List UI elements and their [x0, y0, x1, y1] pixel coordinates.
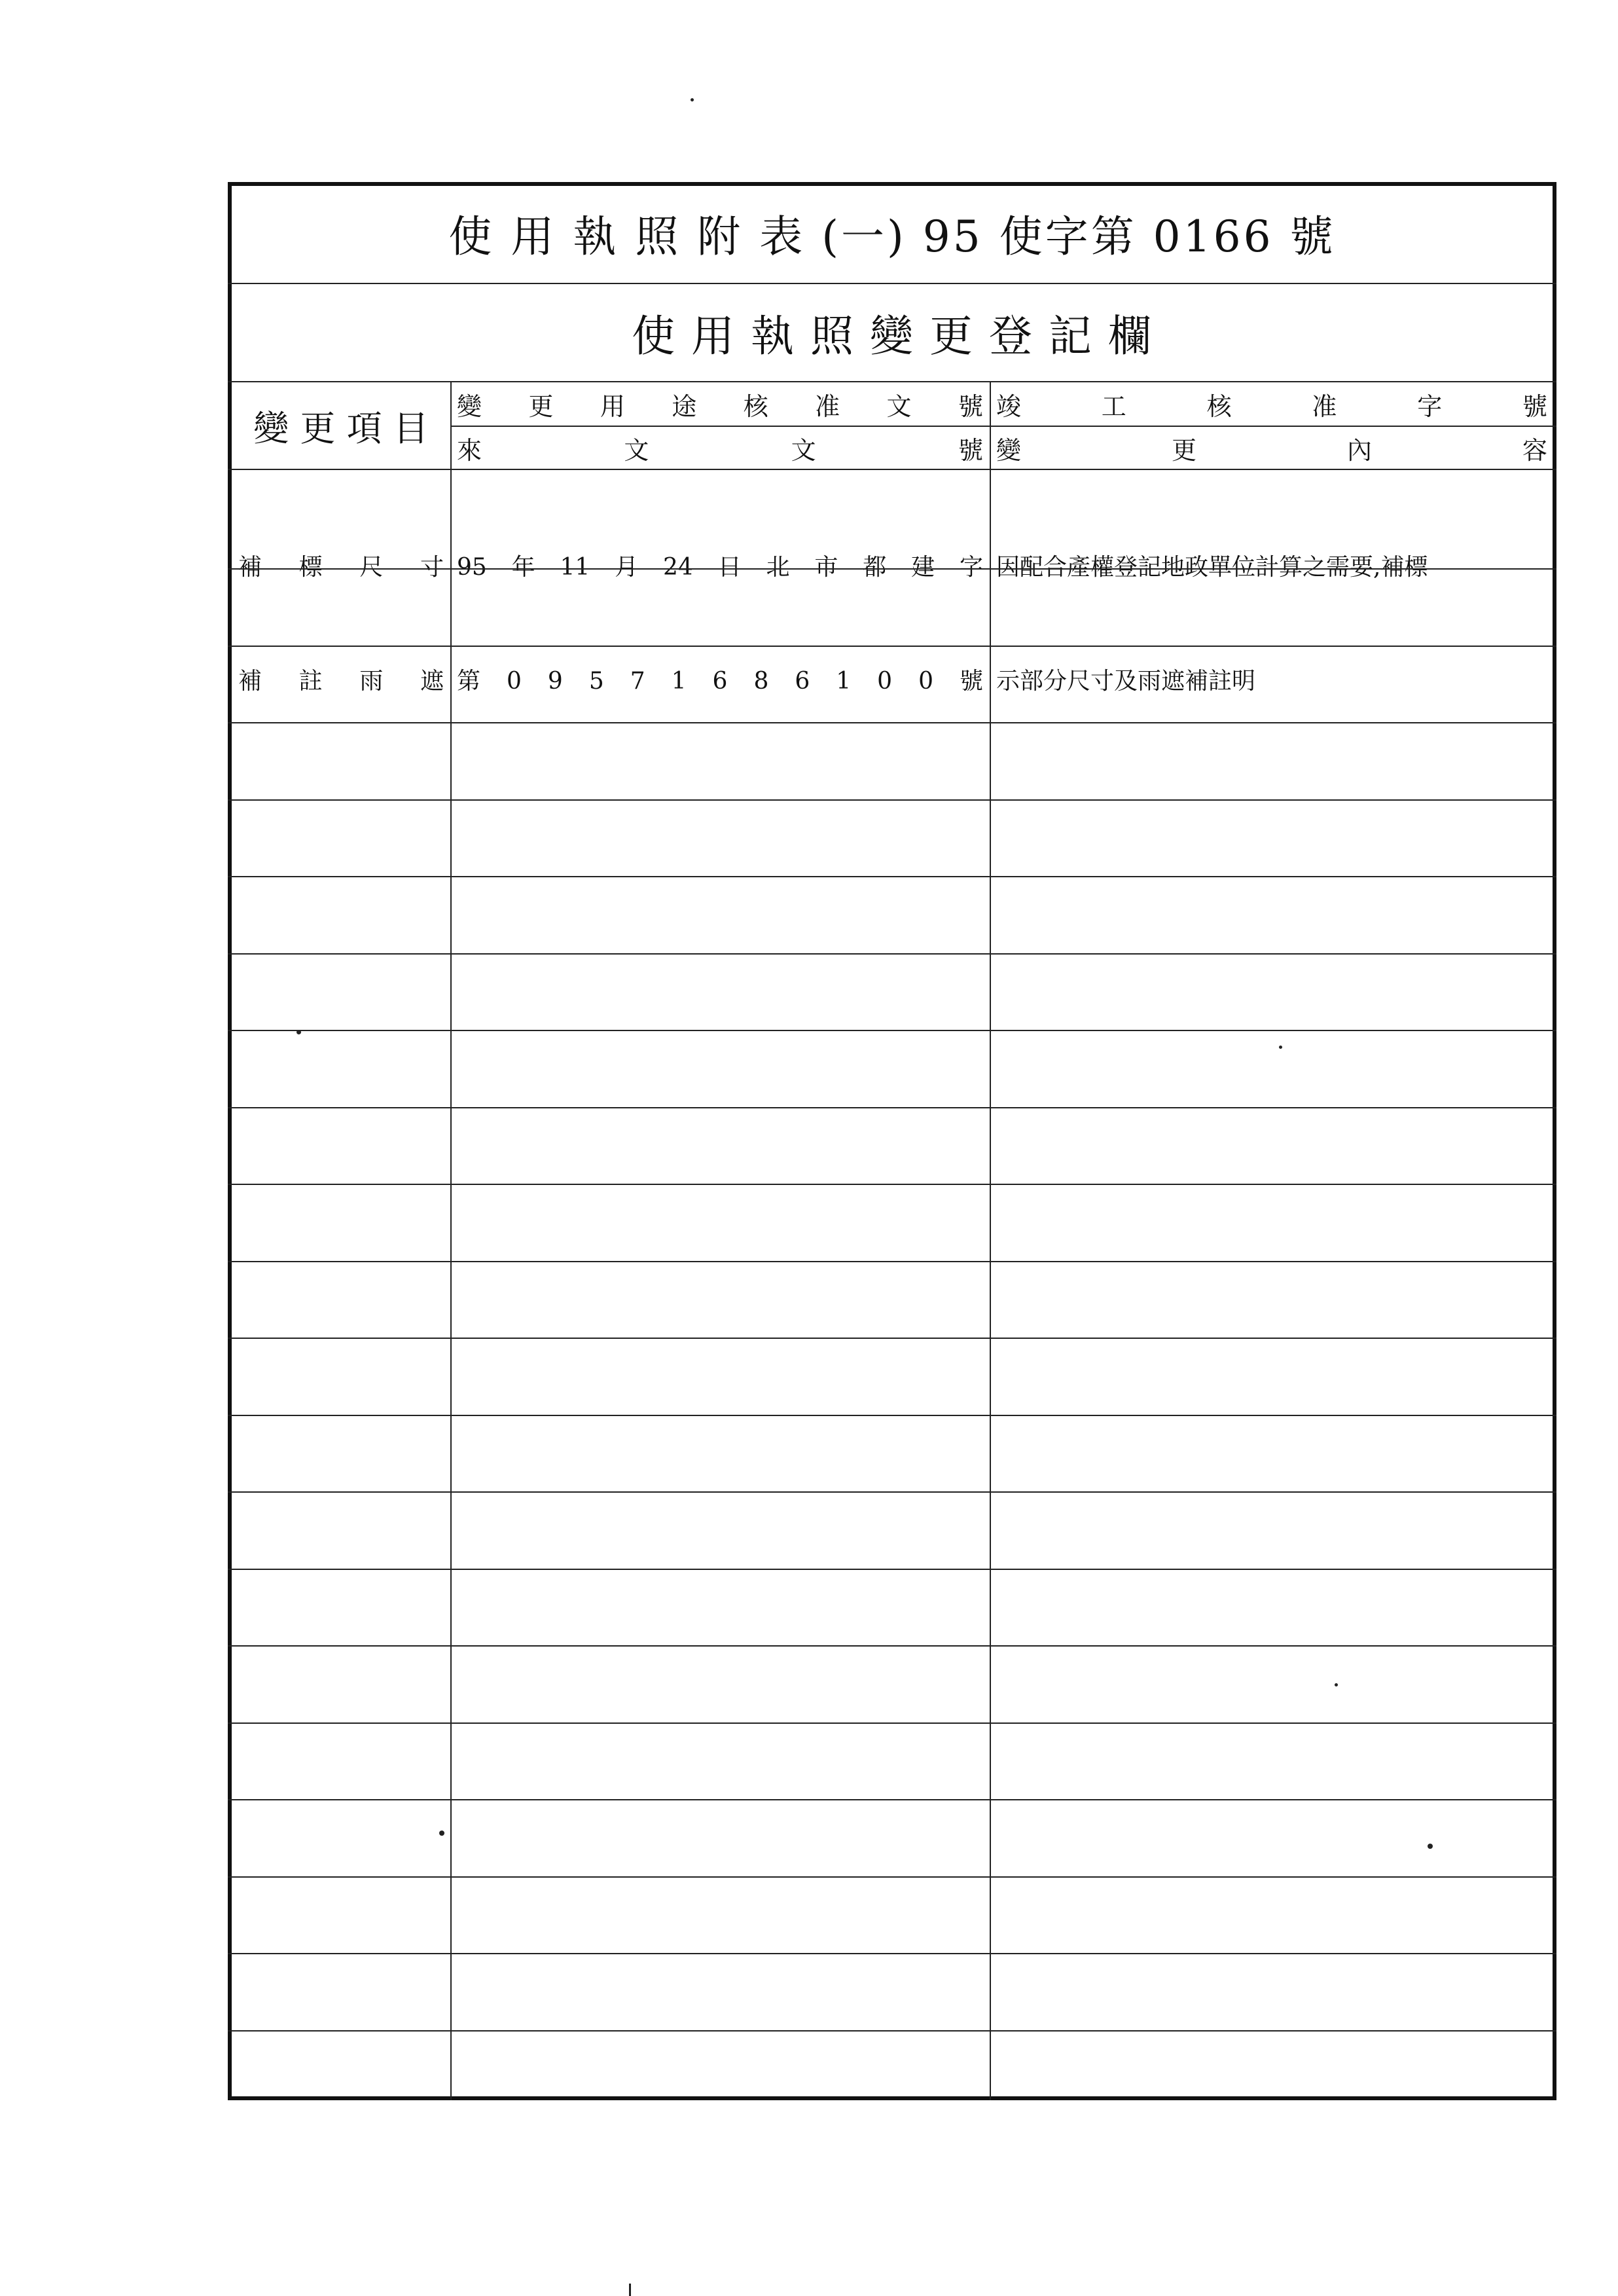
table-row-line — [228, 876, 1556, 877]
entry-content-line2: 示部分尺寸及雨遮補註明 — [996, 668, 1256, 695]
scan-speck — [1279, 1046, 1282, 1049]
entry-item-cell — [234, 473, 448, 776]
entry-doc-line2: 第 0 9 5 7 1 6 8 6 1 0 0 號 — [457, 668, 983, 695]
table-row-line — [228, 1799, 1556, 1800]
table-row-line — [228, 1722, 1556, 1724]
entry-content-line1: 因配合產權登記地政單位計算之需要,補標 — [996, 554, 1428, 581]
entry-content-cell — [992, 473, 1551, 776]
divider — [450, 426, 1556, 427]
scan-speck — [629, 2284, 631, 2296]
table-row-line — [228, 1261, 1556, 1262]
header-change-item-label: 變 更 項 目 — [253, 407, 429, 449]
table-row-line — [228, 1415, 1556, 1416]
column-divider — [990, 381, 991, 2100]
divider — [228, 469, 1556, 470]
header-incoming-doc — [452, 427, 988, 469]
header-approval-doc — [452, 382, 988, 426]
table-row-line — [228, 1953, 1556, 1954]
scan-speck — [439, 1831, 444, 1836]
entry-item-line2: 補 註 雨 遮 — [238, 668, 444, 695]
form-subtitle: 使 用 執 照 變 更 登 記 欄 — [632, 310, 1153, 361]
header-completion-no-label: 竣 工 核 准 字 號 — [996, 392, 1547, 421]
column-divider — [450, 381, 452, 2100]
table-row-line — [228, 568, 1556, 570]
scan-speck — [1428, 1844, 1433, 1849]
table-row-line — [228, 646, 1556, 647]
table-row-line — [228, 1030, 1556, 1031]
table-row-line — [228, 1338, 1556, 1339]
scan-speck — [691, 98, 694, 101]
table-row-line — [228, 1184, 1556, 1185]
entry-item-line1: 補 標 尺 寸 — [238, 554, 444, 581]
table-row-line — [228, 722, 1556, 723]
scan-speck — [297, 1030, 301, 1034]
entry-doc-line1: 95 年 11 月 24 日 北 市 都 建 字 — [457, 554, 983, 581]
table-row-line — [228, 1491, 1556, 1493]
entry-doc-cell — [453, 473, 987, 776]
header-approval-doc-label: 變 更 用 途 核 准 文 號 — [457, 392, 983, 421]
table-row-line — [228, 2030, 1556, 2032]
form-title: 使 用 執 照 附 表 (一) 95 使字第 0166 號 — [448, 211, 1336, 262]
registration-form — [228, 182, 1556, 2100]
table-row-line — [228, 1876, 1556, 1878]
scan-speck — [1335, 1683, 1338, 1686]
table-row-line — [228, 1107, 1556, 1108]
header-change-content-label: 變 更 內 容 — [996, 435, 1547, 465]
table-row-line — [228, 1569, 1556, 1570]
table-row-line — [228, 1645, 1556, 1647]
table-row-line — [228, 953, 1556, 955]
header-completion-no — [991, 382, 1553, 426]
header-change-item — [233, 382, 449, 469]
header-incoming-doc-label: 來 文 文 號 — [457, 435, 983, 465]
table-row-line — [228, 799, 1556, 801]
header-change-content — [991, 427, 1553, 469]
